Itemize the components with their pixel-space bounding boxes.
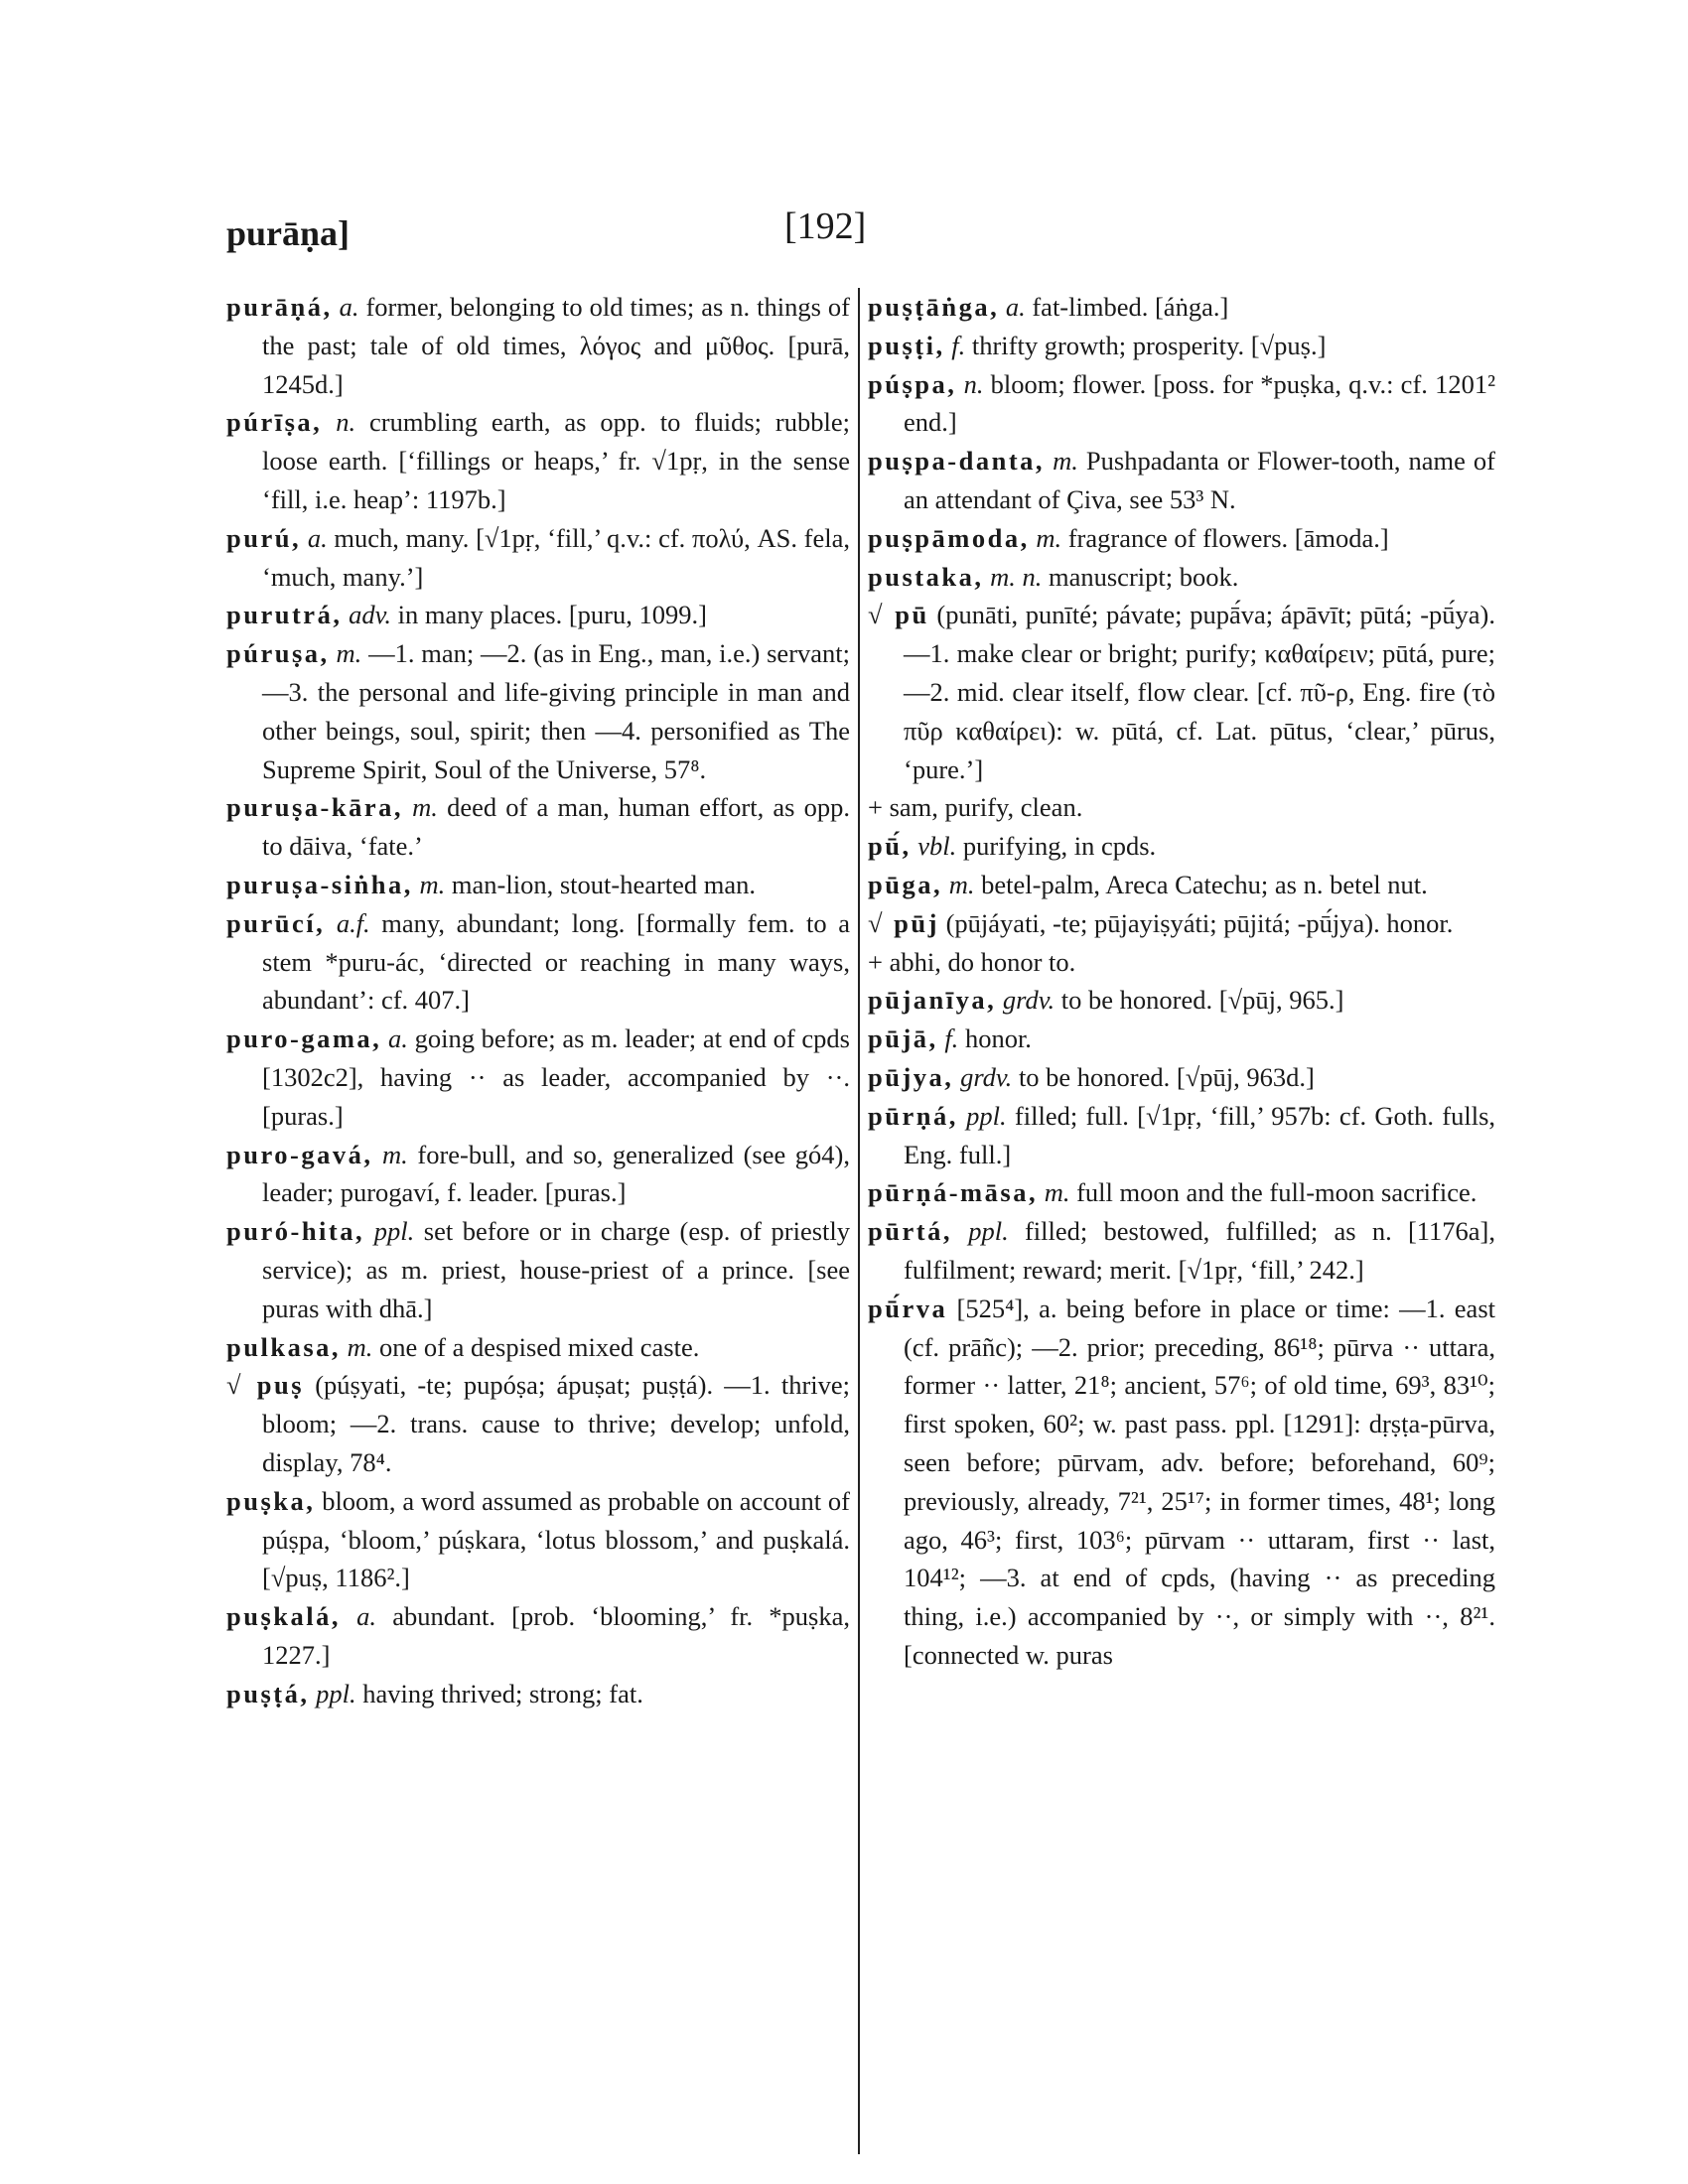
dictionary-entry — [226, 1366, 850, 1481]
entry-grammar: m. — [1036, 522, 1062, 553]
entry-definition: thrifty growth; prosperity. [√puṣ.] — [971, 330, 1327, 360]
entry-headword: puro-gavá, — [226, 1139, 373, 1169]
entry-grammar: grdv. — [1002, 985, 1055, 1016]
dictionary-entry — [868, 1212, 1495, 1290]
dictionary-entry — [226, 288, 850, 403]
entry-definition: (púṣyati, -te; pupóṣa; ápuṣat; puṣṭá). —1. thrive; bloom; —2. trans. cause to thrive; develop; unfold, display, 78⁴. — [262, 1370, 850, 1477]
entry-headword: pūjanīya, — [868, 985, 997, 1016]
dictionary-entry — [868, 981, 1495, 1020]
entry-grammar: n. — [336, 407, 356, 438]
column-divider — [858, 288, 860, 2154]
entry-grammar: f. — [944, 1024, 959, 1054]
entry-definition: former, belonging to old times; as n. things of the past; tale of old times, λόγος and μῦθος. [purā, 1245d.] — [262, 292, 850, 399]
entry-headword: pūrṇá, — [868, 1100, 958, 1131]
entry-headword: puṣṭá, — [226, 1678, 310, 1708]
entry-definition: in many places. [puru, 1099.] — [397, 600, 707, 630]
entry-compound: + sam, purify, clean. — [868, 792, 1083, 823]
entry-definition: (punāti, punīté; pávate; pupā́va; ápāvīt; pūtá; -pū́ya). —1. make clear or bright; purify; καθαίρειν; pūtá, pure; —2. mid. clear itself, flow clear. [cf. πῦ-ρ, Eng. fire (τὸ πῦρ καθαίρει): w. pūtá, cf. Lat. pūtus, ‘clear,’ pūrus, ‘pure.’] — [904, 600, 1495, 784]
dictionary-entry — [868, 1097, 1495, 1174]
entry-headword: pūjya, — [868, 1061, 954, 1092]
dictionary-entry — [868, 1020, 1495, 1058]
dictionary-entry — [868, 866, 1495, 904]
entry-grammar: m. — [347, 1331, 373, 1362]
entry-grammar: a. — [388, 1024, 408, 1054]
dictionary-entry — [226, 1020, 850, 1135]
entry-definition: having thrived; strong; fat. — [362, 1678, 643, 1708]
entry-headword: puró-hita, — [226, 1216, 365, 1247]
entry-headword: pulkasa, — [226, 1331, 342, 1362]
entry-headword: puro-gama, — [226, 1024, 382, 1054]
dictionary-entry — [868, 558, 1495, 597]
entry-definition: abundant. [prob. ‘blooming,’ fr. *puṣka, 1227.] — [262, 1601, 850, 1670]
entry-definition: filled; bestowed, fulfilled; as n. [1176a], fulfilment; reward; merit. [√1pṛ, ‘fill,’ 242.] — [904, 1216, 1495, 1285]
entry-headword: puṣṭāṅga, — [868, 292, 1000, 322]
entry-definition: set before or in charge (esp. of priestly service); as m. priest, house-priest of a prince. [see puras with dhā.] — [262, 1216, 850, 1323]
entry-grammar: ppl. — [968, 1216, 1009, 1247]
entry-headword: pustaka, — [868, 561, 984, 592]
entry-grammar: n. — [963, 368, 984, 399]
entry-definition: crumbling earth, as opp. to fluids; rubble; loose earth. [‘fillings or heaps,’ fr. √1pṛ, in the sense ‘fill, i.e. heap’: 1197b.] — [262, 407, 850, 514]
entry-grammar: m. — [382, 1139, 408, 1169]
dictionary-entry — [226, 596, 850, 634]
dictionary-entry — [226, 634, 850, 788]
dictionary-entry — [868, 1290, 1495, 1675]
entry-grammar: f. — [951, 330, 966, 360]
dictionary-entry — [226, 519, 850, 597]
entry-definition: deed of a man, human effort, as opp. to dāiva, ‘fate.’ — [262, 792, 850, 862]
entry-definition: [525⁴], a. being before in place or time: —1. east (cf. prāñc); —2. prior; preceding, 86¹⁸; pūrva ·· uttara, former ·· latter, 21⁸; ancient, 57⁶; of old time, 69³, 83¹⁰; first spoken, 60²; w. past pass. ppl. [1291]: dṛṣṭa-pūrva, seen before; pūrvam, adv. before; beforehand, 60⁹; previously, already, 7²¹, 25¹⁷; in former times, 48¹; long ago, 46³; first, 103⁶; pūrvam ·· uttaram, first ·· last, 104¹²; —3. at end of cpds, (having ·· as preceding thing, i.e.) accompanied by ··, or simply with ··, 8²¹. [connected w. puras — [904, 1293, 1495, 1670]
entry-definition: to be honored. [√pūj, 963d.] — [1018, 1061, 1315, 1092]
dictionary-entry — [226, 788, 850, 866]
entry-grammar: m. — [1053, 446, 1078, 477]
dictionary-entry — [868, 327, 1495, 365]
entry-definition: honor. — [964, 1024, 1032, 1054]
entry-definition: —1. man; —2. (as in Eng., man, i.e.) servant; —3. the personal and life-giving principle in man and other beings, soul, spirit; then —4. personified as The Supreme Spirit, Soul of the Universe, 57⁸. — [262, 638, 850, 784]
entry-definition: betel-palm, Areca Catechu; as n. betel nut. — [981, 869, 1428, 899]
entry-grammar: a.f. — [336, 907, 370, 938]
entry-headword: púruṣa, — [226, 638, 330, 669]
dictionary-entry — [868, 519, 1495, 558]
entry-headword: purūcí, — [226, 907, 326, 938]
dictionary-entry — [226, 1482, 850, 1597]
entry-grammar: a. — [307, 522, 328, 553]
entry-headword: pūjā, — [868, 1024, 938, 1054]
entry-definition: one of a despised mixed caste. — [379, 1331, 700, 1362]
entry-grammar: grdv. — [960, 1061, 1013, 1092]
entry-headword: purāṇá, — [226, 292, 333, 322]
entry-definition: (pūjáyati, -te; pūjayiṣyáti; pūjitá; -pū́jya). honor. — [945, 907, 1454, 938]
dictionary-entry — [868, 1173, 1495, 1212]
entry-headword: puṣka, — [226, 1485, 316, 1516]
left-column — [226, 288, 850, 2154]
entry-grammar: ppl. — [373, 1216, 415, 1247]
entry-definition: much, many. [√1pṛ, ‘fill,’ q.v.: cf. πολύ, AS. fela, ‘much, many.’] — [262, 522, 850, 592]
running-header — [0, 195, 1688, 254]
dictionary-entry — [868, 365, 1495, 443]
dictionary-entry — [868, 442, 1495, 519]
dictionary-entry — [226, 904, 850, 1020]
dictionary-entry — [226, 866, 850, 904]
running-headword: purāṇa] — [226, 213, 351, 253]
entry-definition: Pushpadanta or Flower-tooth, name of an attendant of Çiva, see 53³ N. — [904, 446, 1495, 514]
dictionary-entry — [868, 904, 1495, 943]
entry-grammar: vbl. — [917, 831, 957, 862]
entry-definition: man-lion, stout-hearted man. — [451, 869, 757, 899]
entry-grammar: m. — [419, 869, 446, 899]
entry-grammar: m. n. — [990, 561, 1043, 592]
dictionary-entry — [226, 1212, 850, 1327]
entry-headword: pū́, — [868, 831, 912, 862]
page-number: [192] — [784, 205, 867, 247]
entry-headword: √ pūj — [868, 907, 939, 938]
entry-compound: + abhi, do honor to. — [868, 946, 1076, 977]
right-column — [868, 288, 1495, 2154]
entry-grammar: m. — [336, 638, 362, 669]
entry-definition: to be honored. [√pūj, 965.] — [1060, 985, 1344, 1016]
entry-headword: puṣpāmoda, — [868, 522, 1030, 553]
entry-grammar: ppl. — [966, 1100, 1007, 1131]
entry-grammar: m. — [1044, 1177, 1070, 1208]
entry-grammar: adv. — [349, 600, 391, 630]
entry-definition: many, abundant; long. [formally fem. to a stem *puru-ác, ‘directed or reaching in many ways, abundant’: cf. 407.] — [262, 907, 850, 1016]
entry-headword: pūrtá, — [868, 1216, 952, 1247]
entry-headword: pūga, — [868, 869, 943, 899]
dictionary-entry — [226, 403, 850, 518]
entry-headword: puṣṭi, — [868, 330, 945, 360]
entry-definition: fragrance of flowers. [āmoda.] — [1067, 522, 1389, 553]
entry-headword: púrīṣa, — [226, 407, 323, 438]
entry-grammar: m. — [948, 869, 975, 899]
entry-definition: fore-bull, and so, generalized (see gó4), leader; purogaví, f. leader. [puras.] — [262, 1139, 850, 1208]
entry-definition: fat-limbed. [áṅga.] — [1032, 292, 1229, 322]
entry-grammar: a. — [356, 1601, 377, 1632]
entry-headword: purutrá, — [226, 600, 343, 630]
entry-headword: purú, — [226, 522, 302, 553]
entry-definition: manuscript; book. — [1049, 561, 1239, 592]
entry-definition: bloom; flower. [poss. for *puṣka, q.v.: cf. 1201² end.] — [904, 368, 1495, 438]
entry-definition: full moon and the full-moon sacrifice. — [1076, 1177, 1477, 1208]
dictionary-entry — [868, 288, 1495, 327]
entry-headword: puruṣa-siṅha, — [226, 869, 413, 899]
entry-headword: pūrṇá-māsa, — [868, 1177, 1039, 1208]
entry-headword: puruṣa-kāra, — [226, 792, 403, 823]
entry-grammar: a. — [1005, 292, 1026, 322]
entry-headword: puṣkalá, — [226, 1601, 342, 1632]
dictionary-entry — [226, 1675, 850, 1713]
entry-definition: going before; as m. leader; at end of cpds [1302c2], having ·· as leader, accompanied by ··. [puras.] — [262, 1024, 850, 1131]
entry-headword: púṣpa, — [868, 368, 957, 399]
entry-grammar: m. — [412, 792, 438, 823]
entry-headword: √ pū — [868, 600, 929, 630]
entry-headword: pū́rva — [868, 1293, 948, 1323]
dictionary-entry — [226, 1597, 850, 1675]
dictionary-entry — [226, 1328, 850, 1367]
entry-definition: filled; full. [√1pṛ, ‘fill,’ 957b: cf. Goth. fulls, Eng. full.] — [904, 1100, 1495, 1169]
dictionary-entry — [868, 596, 1495, 788]
dictionary-entry — [226, 1136, 850, 1213]
entry-headword: √ puṣ — [226, 1370, 305, 1401]
entry-grammar: ppl. — [316, 1678, 356, 1708]
entry-headword: puṣpa-danta, — [868, 446, 1046, 477]
entry-definition: purifying, in cpds. — [962, 831, 1157, 862]
dictionary-entry — [868, 1058, 1495, 1097]
entry-grammar: a. — [339, 292, 359, 322]
dictionary-entry — [868, 827, 1495, 866]
entry-definition: bloom, a word assumed as probable on account of púṣpa, ‘bloom,’ púṣkara, ‘lotus blossom,’ and puṣkalá. [√puṣ, 1186².] — [262, 1485, 850, 1593]
